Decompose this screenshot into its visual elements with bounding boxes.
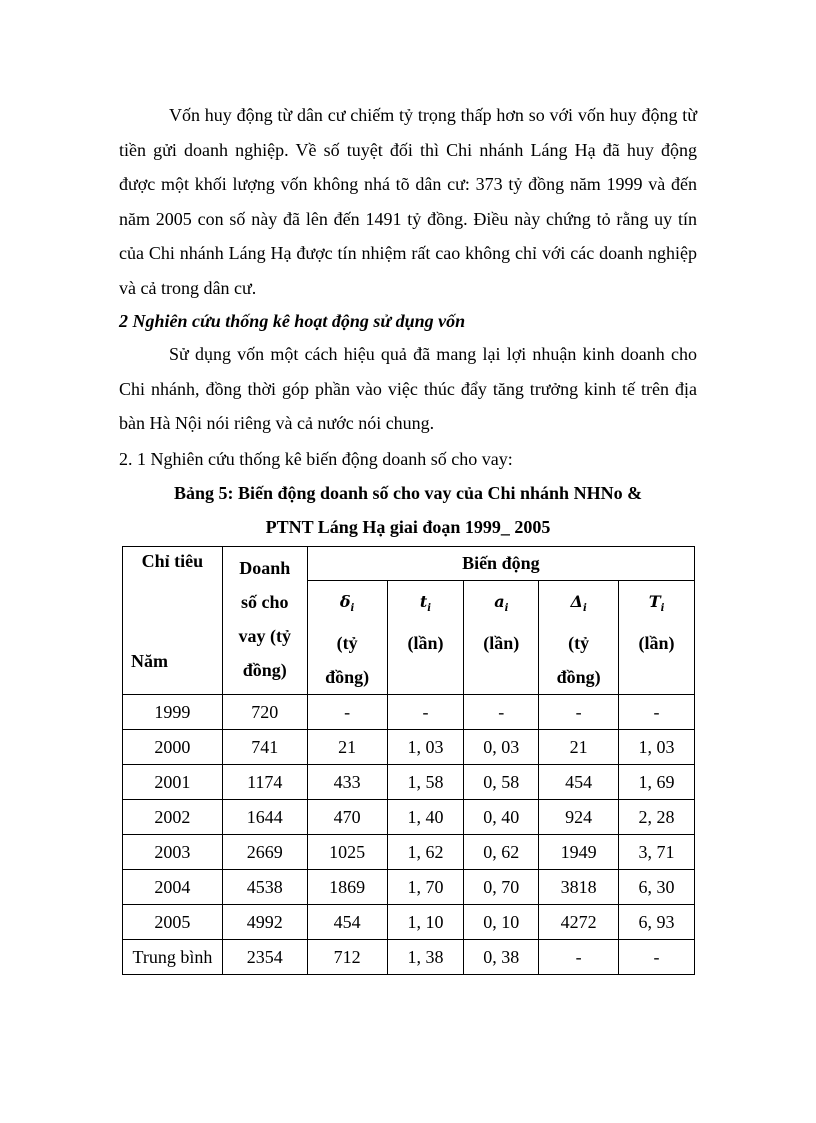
cell-year: 1999 — [123, 695, 223, 730]
header-a-symbol — [464, 585, 538, 626]
table-row — [123, 940, 695, 975]
corner-header-year: Năm — [131, 651, 168, 672]
header-T-unit: (lần) — [638, 633, 675, 654]
cell-a: 0, 38 — [464, 940, 539, 975]
table-caption-line-1: Bảng 5: Biến động doanh số cho vay của Chi nhánh NHNo & — [173, 483, 643, 503]
table-row — [123, 730, 695, 765]
header-delta-small — [307, 581, 387, 695]
table-row — [123, 870, 695, 905]
header-a-symbol-subscript: i — [504, 603, 509, 615]
cell-year: 2001 — [123, 765, 223, 800]
header-delta-capital-unit: đồng) — [556, 667, 601, 688]
header-delta-capital-symbol-letter: Δ — [570, 592, 583, 611]
corner-header-cell — [123, 547, 223, 695]
header-loan-sales-lines — [223, 547, 307, 687]
cell-a: 0, 62 — [464, 835, 539, 870]
header-delta-small-unit: (tỷ — [336, 633, 358, 654]
cell-T: 3, 71 — [619, 835, 695, 870]
cell-delta-small: 712 — [307, 940, 387, 975]
cell-a: 0, 70 — [464, 870, 539, 905]
cell-loan-sales: 1174 — [222, 765, 307, 800]
cell-loan-sales: 720 — [222, 695, 307, 730]
cell-delta-capital: - — [539, 940, 619, 975]
loan-sales-table — [122, 546, 695, 975]
header-delta-small-symbol — [308, 585, 387, 626]
table-row — [123, 835, 695, 870]
cell-T: 6, 30 — [619, 870, 695, 905]
cell-a: 0, 03 — [464, 730, 539, 765]
cell-t: 1, 58 — [387, 765, 464, 800]
cell-year: 2005 — [123, 905, 223, 940]
header-a-symbol-letter: a — [494, 592, 505, 611]
header-t-symbol-subscript: i — [427, 603, 432, 615]
header-loan-sales-line: vay (tỷ — [238, 626, 291, 646]
table-row — [123, 695, 695, 730]
cell-year: 2003 — [123, 835, 223, 870]
cell-loan-sales: 1644 — [222, 800, 307, 835]
cell-year: 2000 — [123, 730, 223, 765]
cell-year: 2002 — [123, 800, 223, 835]
header-T-symbol — [619, 585, 694, 626]
cell-delta-small: 470 — [307, 800, 387, 835]
cell-delta-capital: 1949 — [539, 835, 619, 870]
header-a — [464, 581, 539, 695]
header-T-symbol-subscript: i — [660, 603, 665, 615]
cell-t: 1, 10 — [387, 905, 464, 940]
header-t-symbol — [388, 585, 464, 626]
cell-t: 1, 70 — [387, 870, 464, 905]
header-loan-sales-line: Doanh — [239, 558, 291, 578]
header-T-symbol-letter: T — [648, 592, 661, 611]
header-t — [387, 581, 464, 695]
table-row — [123, 905, 695, 940]
subsection-heading: 2. 1 Nghiên cứu thống kê biến động doanh số cho vay: — [119, 449, 513, 469]
header-loan-sales-line: số cho — [240, 592, 289, 612]
cell-t: - — [387, 695, 464, 730]
cell-delta-capital: - — [539, 695, 619, 730]
header-T — [619, 581, 695, 695]
cell-loan-sales: 4992 — [222, 905, 307, 940]
header-a-unit: (lần) — [483, 633, 520, 654]
cell-loan-sales: 2669 — [222, 835, 307, 870]
cell-delta-capital: 454 — [539, 765, 619, 800]
header-loan-sales-line: đồng) — [242, 660, 287, 680]
cell-delta-capital: 21 — [539, 730, 619, 765]
header-t-unit: (lần) — [407, 633, 444, 654]
cell-a: 0, 40 — [464, 800, 539, 835]
table-body — [123, 695, 695, 975]
cell-year: Trung bình — [123, 940, 223, 975]
cell-T: - — [619, 695, 695, 730]
cell-delta-small: - — [307, 695, 387, 730]
section-heading: 2 Nghiên cứu thống kê hoạt động sử dụng vốn — [119, 311, 466, 331]
header-delta-capital-symbol-subscript: i — [582, 603, 587, 615]
cell-delta-small: 1025 — [307, 835, 387, 870]
cell-delta-small: 1869 — [307, 870, 387, 905]
cell-year: 2004 — [123, 870, 223, 905]
cell-t: 1, 40 — [387, 800, 464, 835]
cell-loan-sales: 741 — [222, 730, 307, 765]
cell-loan-sales: 4538 — [222, 870, 307, 905]
cell-loan-sales: 2354 — [222, 940, 307, 975]
header-delta-small-symbol-subscript: i — [350, 603, 355, 615]
cell-delta-small: 433 — [307, 765, 387, 800]
header-t-symbol-letter: t — [419, 592, 428, 611]
cell-T: 1, 69 — [619, 765, 695, 800]
cell-T: - — [619, 940, 695, 975]
header-delta-capital-unit: (tỷ — [568, 633, 590, 654]
paragraph-capital-from-residents: Vốn huy động từ dân cư chiếm tỷ trọng thấp hơn so với vốn huy động từ tiền gửi doanh nghiệp. Về số tuyệt đối thì Chi nhánh Láng Hạ đã huy động được một khối lượng vốn không nhá tõ dân cư: 373 tỷ đồng năm 1999 và đến năm 2005 con số này đã lên đến 1491 tỷ đồng. Điều này chứng tỏ rằng uy tín của Chi nhánh Láng Hạ được tín nhiệm rất cao không chỉ với các doanh nghiệp và cả trong dân cư. — [119, 105, 697, 298]
header-loan-sales — [222, 547, 307, 695]
cell-a: 0, 10 — [464, 905, 539, 940]
cell-t: 1, 38 — [387, 940, 464, 975]
table-caption-line-2: PTNT Láng Hạ giai đoạn 1999_ 2005 — [265, 517, 551, 537]
cell-t: 1, 62 — [387, 835, 464, 870]
header-variation-group: Biến động — [307, 547, 694, 581]
cell-a: - — [464, 695, 539, 730]
header-delta-small-unit: đồng) — [325, 667, 370, 688]
cell-delta-capital: 924 — [539, 800, 619, 835]
header-delta-capital — [539, 581, 619, 695]
corner-header-indicator: Chỉ tiêu — [141, 551, 204, 571]
cell-T: 2, 28 — [619, 800, 695, 835]
cell-delta-small: 21 — [307, 730, 387, 765]
cell-t: 1, 03 — [387, 730, 464, 765]
paragraph-capital-usage: Sử dụng vốn một cách hiệu quả đã mang lại lợi nhuận kinh doanh cho Chi nhánh, đồng thời góp phần vào việc thúc đẩy tăng trưởng kinh tế trên địa bàn Hà Nội nói riêng và cả nước nói chung. — [119, 344, 697, 433]
cell-T: 6, 93 — [619, 905, 695, 940]
cell-delta-capital: 3818 — [539, 870, 619, 905]
table-row — [123, 800, 695, 835]
cell-a: 0, 58 — [464, 765, 539, 800]
cell-delta-small: 454 — [307, 905, 387, 940]
cell-delta-capital: 4272 — [539, 905, 619, 940]
header-delta-small-symbol-letter: δ — [339, 592, 351, 611]
cell-T: 1, 03 — [619, 730, 695, 765]
header-delta-capital-symbol — [539, 585, 618, 626]
table-row — [123, 765, 695, 800]
